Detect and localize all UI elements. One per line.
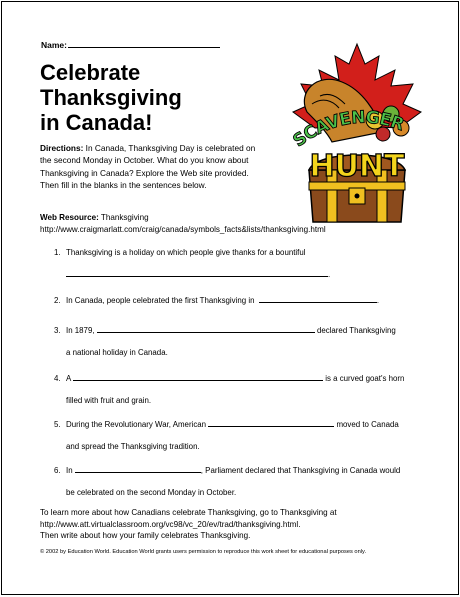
question-text: A <box>66 374 71 383</box>
footer-line: Then write about how your family celebrates Thanksgiving. <box>40 531 251 541</box>
directions-text: In Canada, Thanksgiving Day is celebrated on the second Monday in October. What do you know about Thanksgiving in Canada? Explore the Web site provided. Then fill in the blanks in the sentences below. <box>40 143 256 190</box>
question-text: declared Thanksgiving <box>316 326 396 335</box>
question-text: In <box>66 466 73 475</box>
question-3 <box>54 325 434 359</box>
name-field <box>41 39 220 50</box>
question-text: In 1879, <box>66 326 95 335</box>
footer-link[interactable]: http://www.att.virtualclassroom.org/vc98/vc_20/ev/trad/thanksgiving.html. <box>40 519 301 529</box>
resource-url[interactable]: http://www.craigmarlatt.com/craig/canada/symbols_facts&lists/thanksgiving.html <box>40 225 326 234</box>
footer-instructions <box>40 507 440 542</box>
resource-label: Web Resource: <box>40 213 99 222</box>
answer-blank[interactable] <box>97 325 315 333</box>
question-text: . <box>376 296 380 305</box>
name-blank[interactable] <box>68 39 220 48</box>
answer-blank[interactable] <box>73 373 323 381</box>
question-text: filled with fruit and grain. <box>66 396 152 405</box>
title-line: in Canada! <box>40 110 153 135</box>
question-number: 5. <box>54 420 61 429</box>
question-number: 2. <box>54 296 61 305</box>
footer-line: To learn more about how Canadians celebrate Thanksgiving, go to Thanksgiving at <box>40 508 337 517</box>
logo-word-hunt: HUNT <box>309 149 405 184</box>
scavenger-hunt-logo <box>287 42 427 227</box>
title-line: Thanksgiving <box>40 85 182 110</box>
question-text: , Parliament declared that Thanksgiving in Canada would <box>200 466 401 475</box>
question-text: a national holiday in Canada. <box>66 348 168 357</box>
question-number: 4. <box>54 374 61 383</box>
question-text: be celebrated on the second Monday in October. <box>66 488 237 497</box>
answer-blank[interactable] <box>208 419 334 427</box>
question-6 <box>54 465 434 499</box>
question-number: 6. <box>54 466 61 475</box>
title-line: Celebrate <box>40 60 141 85</box>
copyright-notice: © 2002 by Education World. Education World grants users permission to reproduce this work sheet for educational purposes only. <box>40 549 367 555</box>
question-text: During the Revolutionary War, American <box>66 420 207 429</box>
question-1 <box>54 247 434 281</box>
question-text: moved to Canada <box>336 420 399 429</box>
question-number: 3. <box>54 326 61 335</box>
question-number: 1. <box>54 248 61 257</box>
question-text: is a curved goat's horn <box>325 374 405 383</box>
question-text: In Canada, people celebrated the first Thanksgiving in <box>66 296 255 305</box>
answer-blank[interactable] <box>75 465 201 473</box>
question-5 <box>54 419 434 453</box>
name-label: Name: <box>41 40 67 50</box>
question-text: and spread the Thanksgiving tradition. <box>66 442 200 451</box>
directions-label: Directions: <box>40 143 84 153</box>
question-2 <box>54 295 434 307</box>
page-title <box>40 60 182 135</box>
logo-word-scavenger: SCAVENGER <box>289 107 407 152</box>
worksheet-page <box>1 1 459 595</box>
answer-blank[interactable] <box>259 295 380 305</box>
resource-name: Thanksgiving <box>98 213 149 222</box>
question-text: Thanksgiving is a holiday on which people give thanks for a bountiful <box>66 248 306 257</box>
directions <box>40 142 268 191</box>
answer-blank[interactable] <box>66 269 331 279</box>
question-4 <box>54 373 434 407</box>
question-text: . <box>328 270 331 279</box>
